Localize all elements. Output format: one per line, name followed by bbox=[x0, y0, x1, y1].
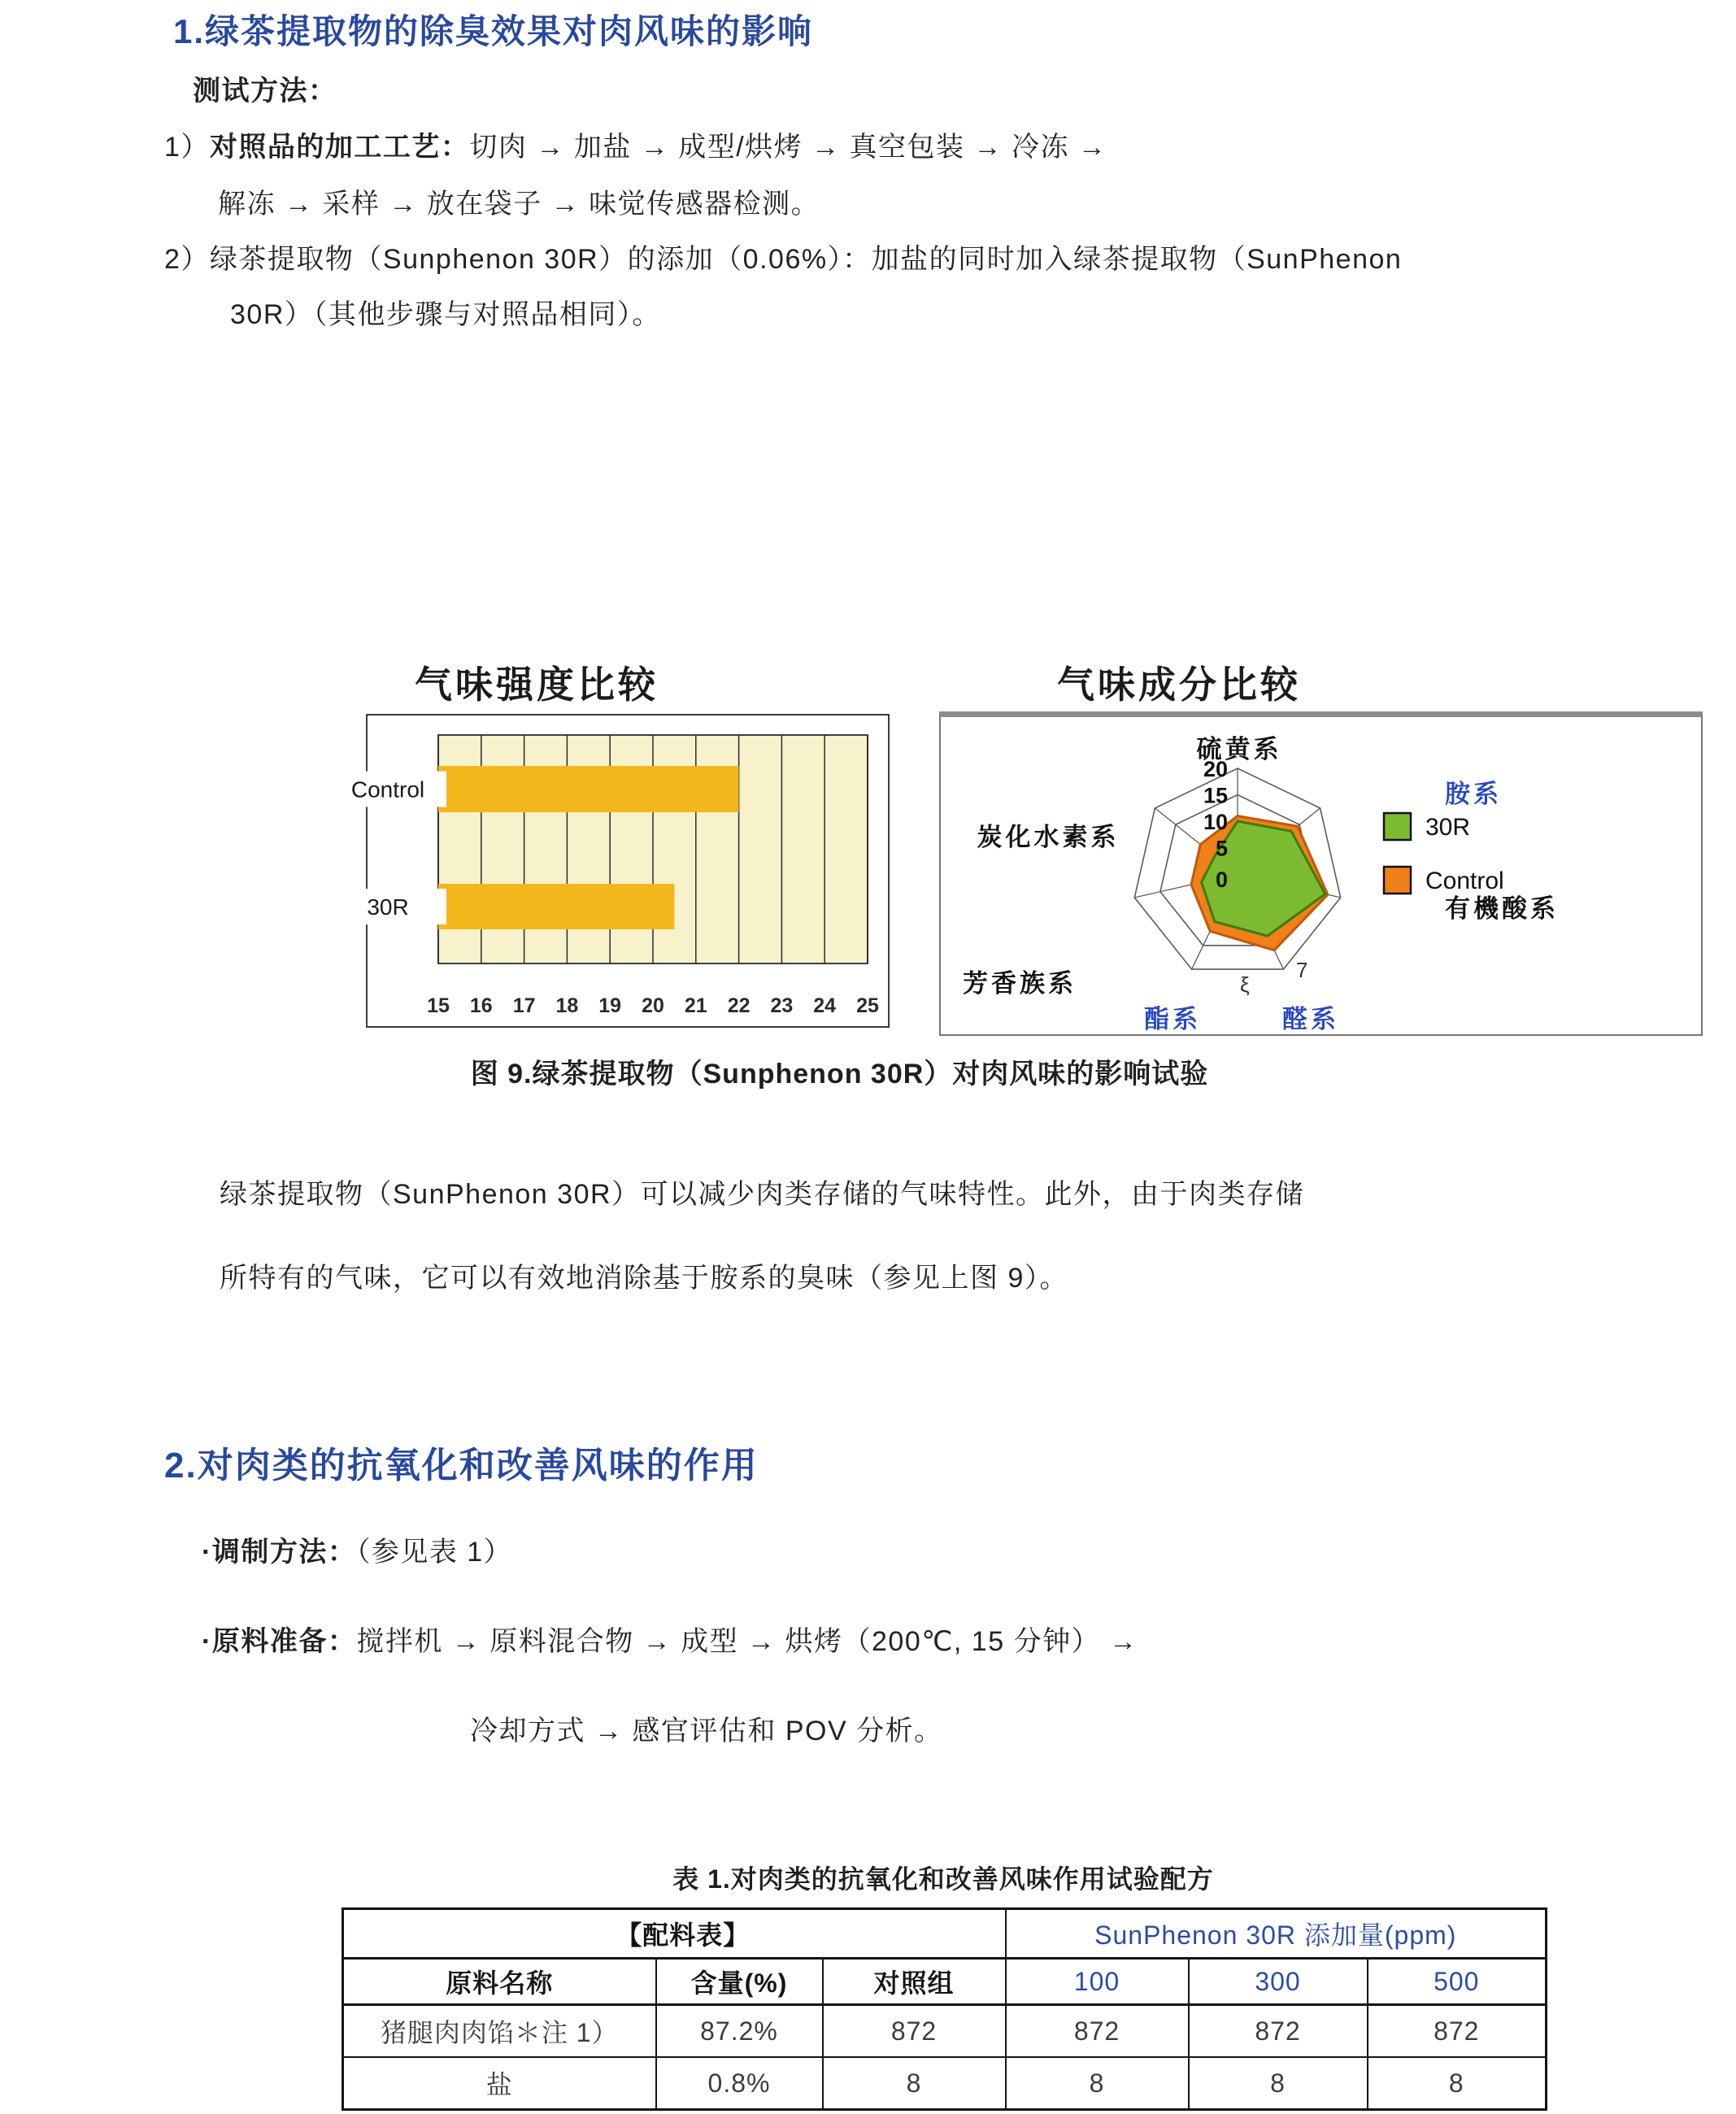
col-header-300: 300 bbox=[1189, 1959, 1368, 2005]
bullet1-title: ·调制方法： bbox=[202, 1537, 357, 1568]
radar-axis-label: 酯系 bbox=[1144, 1005, 1201, 1033]
table-cell: 8 bbox=[823, 2057, 1006, 2110]
x-tick-label: 16 bbox=[469, 994, 493, 1017]
figure-caption: 图 9.绿茶提取物（Sunphenon 30R）对肉风味的影响试验 bbox=[470, 1059, 1209, 1090]
radar-axis-label: 芳香族系 bbox=[963, 969, 1077, 998]
radar-annotation: ξ bbox=[1240, 972, 1250, 997]
radar-axis-label: 有機酸系 bbox=[1445, 894, 1559, 923]
table-cell: 0.8% bbox=[656, 2057, 823, 2110]
ingredient-table-body bbox=[343, 1909, 1547, 2110]
bar-chart-title: 气味强度比较 bbox=[415, 663, 659, 706]
radar-tick-label: 5 bbox=[1215, 836, 1228, 861]
x-tick-label: 23 bbox=[770, 994, 794, 1017]
bar-category-label: Control bbox=[350, 776, 425, 803]
col-header-100: 100 bbox=[1006, 1959, 1189, 2005]
x-tick-label: 17 bbox=[512, 994, 536, 1017]
col-header-control: 对照组 bbox=[823, 1959, 1006, 2005]
radar-axis-label: 硫黄系 bbox=[1196, 735, 1282, 763]
section1-heading: 1.绿茶提取物的除臭效果对肉风味的影响 bbox=[173, 12, 814, 50]
radar-tick-label: 15 bbox=[1203, 783, 1228, 808]
odor-intensity-bar-chart bbox=[350, 714, 890, 1028]
table-cell: 872 bbox=[1006, 2005, 1189, 2058]
item1-steps: 切肉 → 加盐 → 成型/烘烤 → 真空包装 → 冷冻 → bbox=[469, 132, 1107, 163]
bar-30R bbox=[438, 884, 674, 929]
recipe-table bbox=[342, 1907, 1547, 2111]
col-header-content: 含量(%) bbox=[656, 1959, 823, 2005]
table-title: 表 1.对肉类的抗氧化和改善风味作用试验配方 bbox=[672, 1864, 1214, 1894]
table-header-row-2 bbox=[343, 1959, 1547, 2005]
bullet2-title: ·原料准备： bbox=[202, 1626, 357, 1657]
radar-tick-label: 0 bbox=[1215, 868, 1228, 892]
x-tick-label: 21 bbox=[684, 994, 707, 1017]
item1-title: 对照品的加工工艺： bbox=[209, 132, 470, 163]
bullet-raw-material bbox=[202, 1619, 1138, 1659]
x-tick-label: 18 bbox=[555, 994, 579, 1017]
radar-axis-label: 炭化水素系 bbox=[977, 823, 1120, 851]
section2-heading: 2.对肉类的抗氧化和改善风味的作用 bbox=[164, 1446, 759, 1485]
odor-component-radar-chart bbox=[939, 711, 1703, 1036]
bullet1-rest: （参见表 1） bbox=[356, 1537, 513, 1568]
table-cell: 猪腿肉肉馅＊注 1） bbox=[343, 2005, 656, 2058]
table-cell: 872 bbox=[1368, 2005, 1547, 2058]
radar-tick-label: 10 bbox=[1203, 810, 1228, 834]
legend-label-30R: 30R bbox=[1425, 814, 1471, 841]
legend-swatch-Control bbox=[1384, 867, 1411, 894]
x-tick-label: 25 bbox=[856, 994, 879, 1017]
process-line-control bbox=[164, 124, 1107, 164]
bar-Control bbox=[438, 766, 739, 812]
x-tick-label: 19 bbox=[598, 994, 622, 1017]
bar-category-label: 30R bbox=[367, 894, 409, 920]
legend-swatch-30R bbox=[1384, 813, 1411, 840]
item1-prefix: 1） bbox=[164, 132, 210, 163]
radar-tick-label: 20 bbox=[1203, 757, 1228, 781]
bullet-raw-material-line2: 冷却方式 → 感官评估和 POV 分析。 bbox=[470, 1716, 943, 1746]
legend-label-Control: Control bbox=[1425, 868, 1504, 894]
summary-paragraph-line2: 所特有的气味，它可以有效地消除基于胺系的臭味（参见上图 9）。 bbox=[220, 1263, 1068, 1294]
bullet2-steps: 搅拌机 → 原料混合物 → 成型 → 烘烤（200℃, 15 分钟） → bbox=[356, 1626, 1138, 1657]
radar-axis-label: 醛系 bbox=[1282, 1005, 1339, 1033]
table-cell: 872 bbox=[823, 2005, 1006, 2058]
radar-chart-title: 气味成分比较 bbox=[1057, 663, 1301, 706]
col-header-500: 500 bbox=[1368, 1959, 1547, 2005]
process-line-control-2: 解冻 → 采样 → 放在袋子 → 味觉传感器检测。 bbox=[218, 189, 820, 220]
table-row bbox=[343, 2005, 1547, 2058]
radar-annotation: 7 bbox=[1296, 958, 1308, 982]
x-tick-label: 15 bbox=[427, 994, 450, 1017]
table-cell: 8 bbox=[1189, 2057, 1368, 2110]
x-tick-label: 24 bbox=[813, 994, 837, 1017]
summary-paragraph-line1: 绿茶提取物（SunPhenon 30R）可以减少肉类存储的气味特性。此外，由于肉类存储 bbox=[220, 1179, 1305, 1210]
table-cell: 盐 bbox=[343, 2057, 656, 2110]
radar-axis-label: 胺系 bbox=[1445, 780, 1502, 808]
bullet-preparation-method bbox=[202, 1529, 512, 1569]
sunphenon-dosage-header: SunPhenon 30R 添加量(ppm) bbox=[1006, 1909, 1547, 1959]
col-header-ingredient: 原料名称 bbox=[343, 1959, 656, 2005]
table-row bbox=[343, 2057, 1547, 2110]
table-cell: 87.2% bbox=[656, 2005, 823, 2058]
table-cell: 872 bbox=[1189, 2005, 1368, 2058]
test-method-label: 测试方法： bbox=[193, 76, 337, 107]
x-tick-label: 20 bbox=[642, 994, 664, 1017]
table-cell: 8 bbox=[1368, 2057, 1547, 2110]
table-cell: 8 bbox=[1006, 2057, 1189, 2110]
recipe-list-label: 【配料表】 bbox=[343, 1909, 1006, 1959]
x-tick-label: 22 bbox=[727, 994, 751, 1017]
process-line-30r-2: 30R）（其他步骤与对照品相同）。 bbox=[230, 299, 661, 330]
table-header-row-1 bbox=[343, 1909, 1547, 1959]
process-line-30r: 2）绿茶提取物（Sunphenon 30R）的添加（0.06%）：加盐的同时加入绿茶提取物（SunPhenon bbox=[164, 244, 1403, 275]
